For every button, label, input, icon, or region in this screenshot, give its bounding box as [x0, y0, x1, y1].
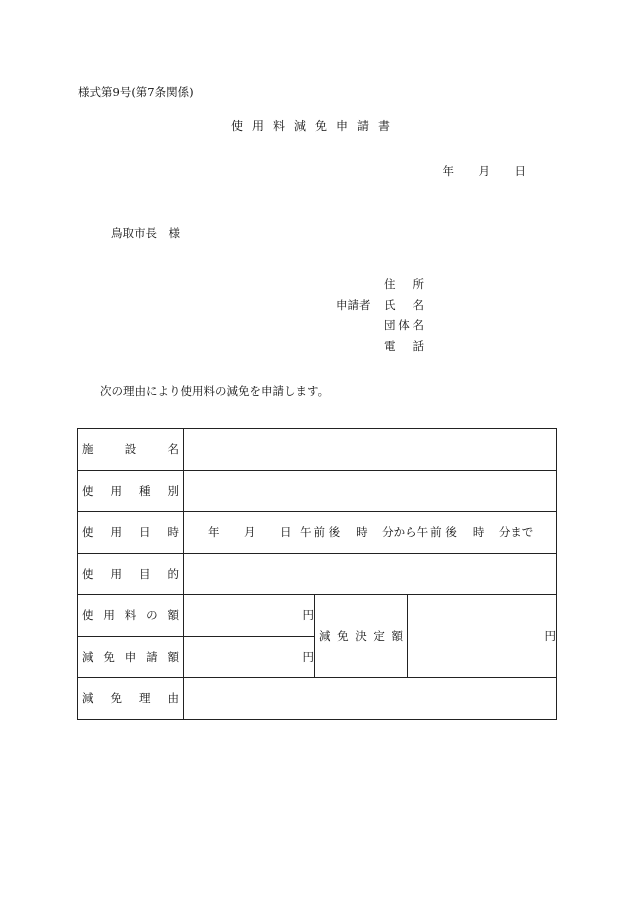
dt-until: 分まで: [498, 525, 534, 540]
table-row: [78, 429, 557, 471]
yen-unit: 円: [302, 649, 314, 664]
applicant-label: 申請者: [336, 297, 371, 312]
date-month-label: 月: [478, 164, 490, 178]
date-year-label: 年: [442, 164, 454, 178]
date-day-label: 日: [514, 164, 526, 178]
dt-month: 月: [244, 525, 256, 540]
applicant-block: [336, 276, 424, 358]
usage-type-label: 使用種別: [78, 470, 184, 512]
reason-label: 減免理由: [78, 678, 184, 720]
dt-ampm-choice-2: [430, 526, 457, 539]
reduction-request-label: 減免申請額: [78, 636, 184, 678]
dt-ampm-choice-1: [314, 526, 341, 539]
reduction-decision-label: 減免決定額: [315, 595, 408, 678]
usage-fee-label: 使用料の額: [78, 595, 184, 637]
facility-name-label: 施設名: [78, 429, 184, 471]
dt-year: 年: [208, 525, 220, 540]
group-label: 団体名: [384, 318, 424, 332]
reduction-request-field[interactable]: [184, 636, 315, 678]
dt-hour-2: 時: [472, 525, 485, 540]
name-label: 氏名: [384, 297, 424, 312]
dt-from: 分から: [382, 525, 417, 540]
address-label: 住所: [384, 277, 424, 291]
intro-text: 次の理由により使用料の減免を申請します。: [100, 384, 330, 398]
addressee: 鳥取市長 様: [111, 226, 180, 240]
purpose-field[interactable]: [184, 553, 557, 595]
usage-type-field[interactable]: [184, 470, 557, 512]
applicant-name-row: [336, 297, 424, 318]
date-line: [443, 163, 527, 179]
table-row: [78, 595, 557, 637]
dt-hour-1: 時: [356, 525, 368, 540]
phone-label: 電話: [384, 338, 424, 353]
yen-unit: 円: [544, 629, 557, 643]
table-row: [78, 678, 557, 720]
form-number: 様式第9号(第7条関係): [78, 85, 194, 99]
document-title: 使用料減免申請書: [230, 119, 399, 133]
reason-field[interactable]: [184, 678, 557, 720]
applicant-group-row: [336, 317, 424, 338]
applicant-phone-row: [336, 338, 424, 359]
usage-fee-field[interactable]: [184, 595, 315, 637]
application-table: [77, 428, 557, 720]
dt-day: 日: [280, 525, 292, 540]
dt-pm-1: 後: [328, 524, 341, 539]
table-row: [78, 470, 557, 512]
dt-ampm-2: 午: [416, 525, 429, 540]
dt-am-2: 前: [430, 524, 442, 539]
dt-pm-2: 後: [445, 524, 457, 539]
table-row: [78, 553, 557, 595]
dt-ampm-1: 午: [300, 525, 312, 540]
usage-datetime-field[interactable]: [184, 512, 557, 554]
purpose-label: 使用目的: [78, 553, 184, 595]
facility-name-field[interactable]: [184, 429, 557, 471]
yen-unit: 円: [302, 608, 314, 623]
usage-datetime-label: 使用日時: [78, 512, 184, 554]
dt-am-1: 前: [313, 524, 325, 539]
reduction-decision-field[interactable]: [408, 595, 557, 678]
table-row: [78, 512, 557, 554]
applicant-address-row: [336, 276, 424, 297]
